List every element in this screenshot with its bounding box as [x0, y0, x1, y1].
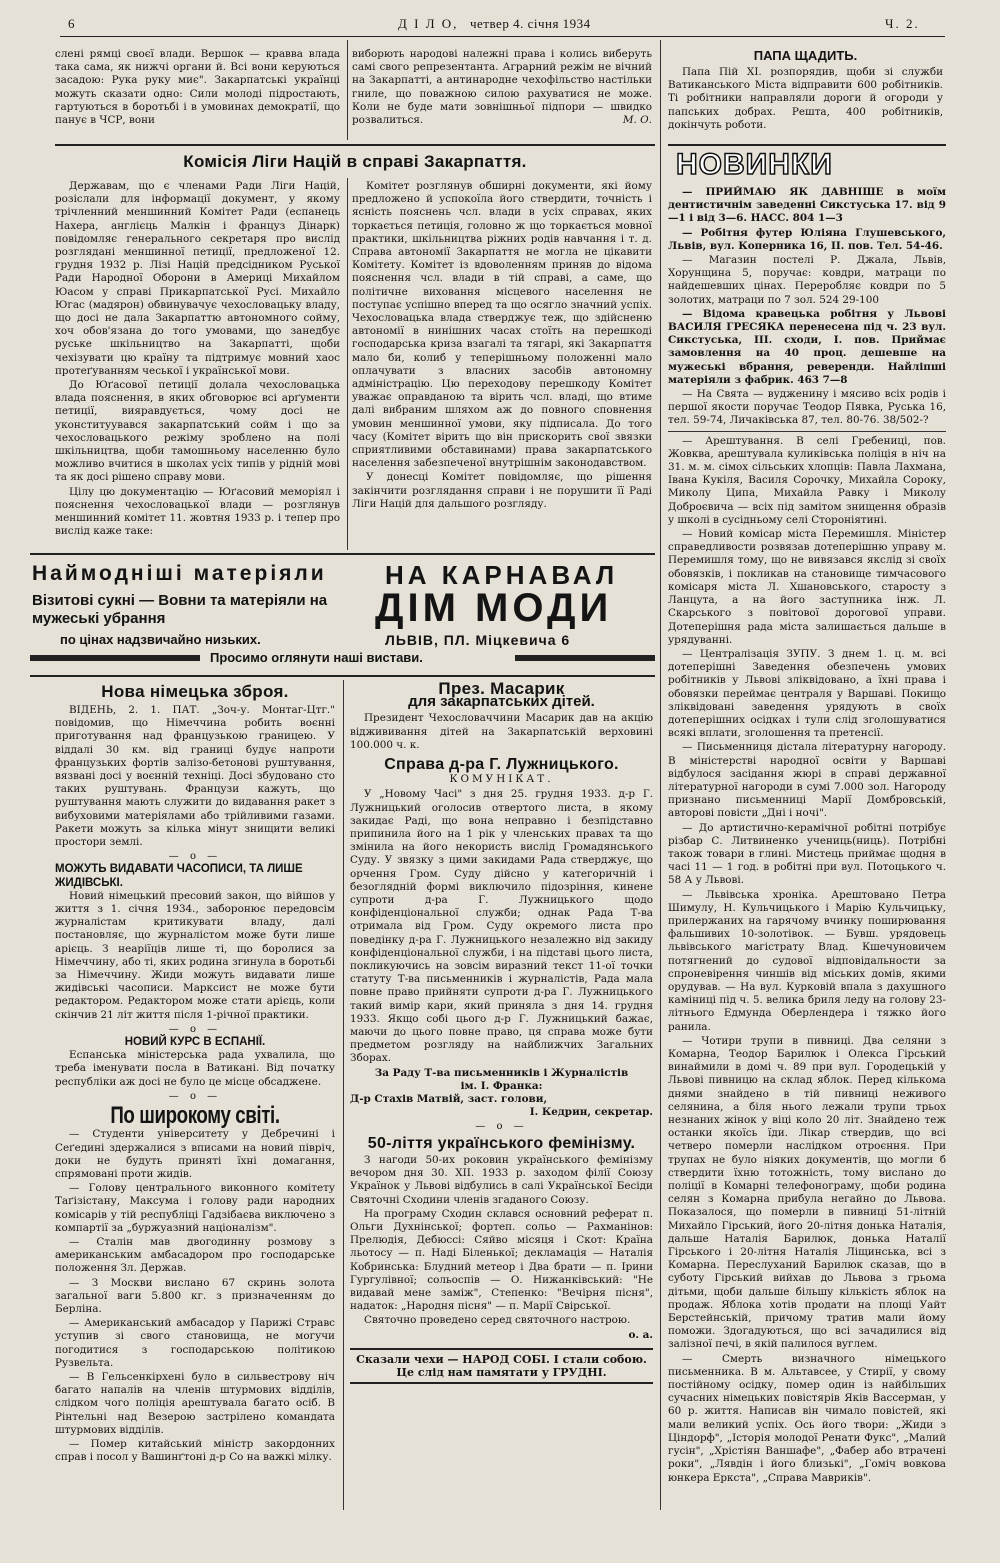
masaryk-title2: для закарпатських дітей. — [408, 693, 595, 711]
ad-line2: Візитові сукні — Вовни та матеріяли на мужеські убрання — [32, 592, 328, 627]
divider — [668, 431, 946, 432]
novynky-ad-1: — ПРИЙМАЮ ЯК ДАВНІШЕ в моїм дентистичнім заведенні Сикстуська 17. від 9—1 і від 3—6. НАСС. 804 1—3 — [668, 186, 946, 225]
fem-signature: о. а. — [628, 1328, 653, 1341]
novynky-ad-2: — Робітня футер Юліяна Глушевського, Львів, вул. Коперника 16, II. пов. Тел. 54-46. — [668, 226, 946, 252]
svit-item-2: — Голову центрального виконного комітету Таґізістану, Максума і голову ради народних комісарів у тій республіці Гадзібаєва виключено з компартії за „буржуазний націоналізм". — [55, 1182, 335, 1234]
fem-text3: Святочно проведено серед святочного настрою. — [364, 1314, 631, 1327]
novynky-item-3: — Централізація ЗУПУ. З днем 1. ц. м. всі дотеперішні Заведення обезпечень умових робітників у Львові зліквідовано, а їхні права і обовязки переймає централя у Варшаві. Покищо зліквідовані заведення урядують в своїх дотеперішних осідках і тули слід зголошуватися всякі вплати, зголошення та претенсії. — [668, 647, 946, 740]
zbroya-s3-title: НОВИЙ КУРС В ЕСПАНІЇ. — [124, 1036, 266, 1049]
top-col2-signature: М. О. — [622, 114, 652, 127]
ad-stripe-right — [515, 655, 655, 661]
top-col2-text — [352, 48, 652, 140]
ad-bottom-rule — [30, 675, 655, 677]
fem-title: 50-ліття українського фемінізму. — [367, 1134, 636, 1152]
papa-title: ПАПА ЩАДИТЬ. — [753, 48, 858, 63]
zbroya-s3-body: Еспанська міністерська рада ухвалила, що треба іменувати посла в Ватикані. Від початку республіки аж досі не було це місце обсаджене. — [55, 1049, 335, 1088]
komisia-right-col — [352, 180, 652, 550]
fem-box-text: Сказали чехи — НАРОД СОБІ. І стали собою. Це слід нам памятати у ГРУДНІ. — [356, 1352, 647, 1379]
novynky-item-2: — Новий комісар міста Перемишля. Міністер справедливости розвязав дотеперішню управу м. Перемишля тому, що не вивязався якслід зі своїх обовязків, і покликав на становище тимчасового комісаря міста Л. Хшановського, старосту з Ланцута, а на його заступника інж. Л. Скарського з повітової дорогової управи. Дотеперішня рада міста залишається дальше в урядуванні. — [668, 528, 946, 646]
svit-item-7: — Помер китайський міністр закордонних справ і посол у Вашинґтоні д-р Со на важкі мілку. — [55, 1437, 335, 1464]
luzhn-text: У „Новому Часі" з дня 25. грудня 1933. д-р Г. Лужницький оголосив отвертого листа, в якому закидає Раді, що вона неправно і безпідставно припинила його на 1 рік у членських правах та що змінила на його некористь вислід Громадянського Суду. У звязку з цими закидами Рада стверджує, що орчення Гром. Суду дійсно у категоричній і безоглядній формі виключило підозріння, кинене супроти д-ра Г. Лужницького щодо конфіденціональної служби; однак Рада Т-ва отримала від Гром. Суду окремого листа про поведінку д-ра Г. Лужницького незалежно від закиду конфіденціональної служби, і на підставі цього листа, покликуючись на зовсім виразний текст 11-ої точки статуту Т-ва письменників і журналістів, Рада мала повне право прийняти супроти д-ра Г. Лужницького такий вимір кари, який приняла з дня 14. грудня 1933. Якщо собі цього д-р Г. Лужницький бажає, маючи до цього повне право, ця справа може бути предметом розгляду на найближчих Загальних Зборах. — [350, 788, 653, 1065]
svit-title: По широкому світі. — [110, 1102, 280, 1130]
ad-address: ЛЬВІВ, ПЛ. Міцкевича 6 — [385, 632, 571, 648]
header-date: четвер 4. січня 1934 — [470, 16, 591, 31]
zbroya-body: ВІДЕНЬ, 2. 1. ПАТ. „Зоч-у. Монтаг-Цтг." повідомив, що Німеччина робить воєнні приготування над французькою границею. У віддалі 30 км. від границі будує напроти французьких фортів залізо-бетонові руштування, вязвані досі у воєнній техніці. Досі збудовано сто таких руштувань. Французи кажуть, що руштування мають служити до видавання ракет з вибуховими матеріялами або трійливими газами. Ракети можуть за кілька мінут знищити великі простори землі. — [55, 704, 335, 849]
svit-item-6: — В Гельсенкірхені було в сильвестрову ніч багато напалів на членів штурмових відділів, слідком чого поліція арештувала багато осіб. В Рінтельні над Везерою застрілено командата штурмових відділів. — [55, 1370, 335, 1436]
novynky-ad-3: — Магазин постелі Р. Джала, Львів, Хорунщина 5, поручає: ковдри, матраци по найдешевших цінах. Переробляє ковдри по 5 золотих, матраци по 7 зол. 524 29-100 — [668, 254, 946, 306]
komisia-left-p3: Цілу цю документацію — Юґасовий меморіял і пояснення чехословацької влади — розглянув меншинний комітет 11. жовтня 1933 р. і тепер про вислід каже таке: — [55, 485, 340, 538]
middle-column — [350, 682, 653, 1384]
luzhn-title: Справа д-ра Г. Лужницького. — [384, 756, 619, 774]
separator: — о — — [475, 1120, 528, 1132]
novynky-column — [668, 186, 946, 1511]
komisia-title: Комісія Ліги Націй в справі Закарпаття. — [183, 152, 527, 171]
komisia-left-col — [55, 180, 340, 550]
novynky-item-6: — Львівська хроніка. Арештовано Петра Шимулу, Н. Кульчицького і Марію Кульчицьку, прилержаних на гарячому вчинку поширювання фальшивих 10-золотівок. — Бувш. урядовець львівського магістрату Влад. Кшечуновичем потягнений до судової відповідальности за спроневірення чиншів від міських домів, якими орудував. — На вул. Курковій впала з дахушного каміниці під ч. 5. велика бриля леду на голову 23-літнього Едмунда Оберлендера і тяжко його ранила. — [668, 888, 946, 1033]
ad-line1: Наймодніші матеріяли — [32, 562, 327, 585]
papa-text: Папа Пій XI. розпорядив, щоби зі служби Ватиканського Міста відправити 600 робітників. Ті робітники направляли дороги й огороди у папських добрах. Решта, 400 робітників, докінчуть роботи. — [668, 66, 943, 131]
header-page-num: 6 — [68, 16, 77, 31]
fem-text2: На програму Сходин склався основний реферат п. Ольги Духнінської; фортеп. сольо — Рахманінов: Прелюдія, Дебюссі: Сяйво місяця і Скот: Країна льотосу — п. Наді Біленької; декламація — Наталія Кобринська: Блудний метеор і Два брати — п. Ірини Гургулівної; сольоспів — О. Нижанківський: "Не видавай мене заміж", Степенко: "Вечірня пісня", надаток: „Народня пісня" — п. Марії Свірської. — [350, 1207, 653, 1313]
separator: — о — — [168, 851, 222, 863]
top-col1-text: слені рямці своєї влади. Вершок — кравва влада така сама, як нижчі органи й. Всі вони керуються засадою: Рука руку миє". Закарпатські українці можуть сказати одно: Сили молоді підростають, гартуються в боротьбі і в умовинах демократії, що панує в ЧСР, вони — [55, 48, 340, 127]
komisia-left-p2: До Юґасової петиції долала чехословацька влада пояснення, в яких обговорює всі арґументи петиції, вияравдується, чому досі не уконституувався закарпатський сойм і що за чехословацького режіму зроблено на полі шкільництва, щоби тамошньому населенню було можливо вчитися в школах усіх типів у рідній мові та як досі рішено справу мови. — [55, 379, 340, 484]
masaryk-title1: През. Масарик — [438, 682, 565, 698]
komisia-left-p1: Державам, що є членами Ради Ліги Націй, розіслали для інформації документ, у якому трічленний меншинний Комітет Ради (еспанець Нахера, англієць Малкін і француз Дінарк) повідомляє генерального секретаря про вислід розглядані меншинної петиції, предложеної 12. грудня 1932 р. Лізі Націй предсідником Руської Ради Народної Оборони в Америці Михайлом Юасом у справі Прикарпатської Русі. Михайло Югас (мадярон) обвинувачує чехословацьку владу, що досі не дала Закарпаттю автономного сойму, хоч обов'язана до того умовами, що занедбує руське шкільництво на Закарпатті, щоби чехізувати цю країну та підтримує мовний хаос протеґуванням чеської і української мови. — [55, 180, 340, 377]
top-col2-body: виборють народові належні права і колись виберуть самі свого репрезентанта. Аграрний режім не вічний на Закарпатті, а антинародне чехофільство настільки гниле, що поважною силою рахуватися не може. Коли не буде мати зовнішньої підпори — швидко розвалиться. — [352, 48, 652, 127]
divider — [347, 178, 348, 550]
luzhn-sub: КОМУНІКАТ. — [449, 773, 554, 786]
novynky-item-1: — Арештування. В селі Гребениці, пов. Жовква, арештувала куликівська поліція в ніч на 31. м. м. сімох сільських хлопців: Павла Лахмана, Івана Кукіля, Василя Сорочку, Михайла Сороку, Миколу Ципа, Михайла Равку і Миколу Доброєвича — всіх під замітом знищення образів у школі в сусідньому селі Стороніятині. — [668, 434, 946, 526]
divider — [660, 40, 661, 1510]
luzhn-sign1: За Раду Т-ва письменників і Журналістів — [374, 1066, 629, 1079]
svit-item-1: — Студенти університету у Дебречині і Сеґедині здержалися з вписами на новий півріч, доки не будуть приняті їхні домагання, спрямовані проти жидів. — [55, 1128, 335, 1180]
novynky-item-4: — Письменниця дістала літературну нагороду. В міністерстві народної освіти у Варшаві відбулося засідання жюрі в справі державної літературної нагороди в сумі 7.000 зол. Нагороду признано письменниці Марії Домбровській, авторові повісти „Дні і ночі". — [668, 741, 946, 820]
ad-carnival: НА КАРНАВАЛ — [385, 560, 619, 590]
fem-box — [350, 1348, 653, 1384]
header-issue: Ч. 2. — [885, 16, 920, 31]
novynky-item-5: — До артистично-керамічної робітні потрібує різбар С. Литвиненко учениць(ниць). Потрібні також товари в глині. Мистець приймає щодня в часі 11 — 1 год. в робітні при вул. Потоцького ч. 58 А у Львові. — [668, 821, 946, 887]
luzhn-sign4: І. Кедрин, секретар. — [529, 1106, 653, 1119]
komisia-right-p2: У донесці Комітет повідомляє, що рішення закінчити розглядання справи і не порушити її Раді Ліги Націй для дальшого розгляду. — [352, 471, 652, 510]
header-rule — [60, 36, 945, 37]
zbroya-title: Нова німецька зброя. — [101, 682, 289, 701]
separator: — о — — [168, 1023, 222, 1035]
komisia-right-p1: Комітет розглянув обширні документи, які йому предложено й успокоїла його ствердити, точність і ясність пояснень чсл. влади в усіх справах, яких торкається петиція, головно ж що торкається мовної практики, шкільництва ріжних родів навчання і т. д. Справа автономії Закарпаття не могла не цікавити Комітету. Комітет із вдоволенням приняв до відома пояснення чсл. влади в тій справі, а саме, що політичне виховання місцевого населення не поступає успішно вперед та що осягло значний успіх. Чехословацька влада стверджує теж, що здійсненю автономії в нинішних часах стоїть на перешкоді господарська криза взагалі та тягарі, які Закарпаття мало би, колиб у теперішньому положенні мало оплачувати з власних засобів автономну адміністрацію. Цю переходову перешкоду Комітет уважає оправданою та вірить чсл. владі, що втиме далі вибраним шляхом аж до повного сповнення умовин меншинної умови, яку підписала. До того часу (Комітет вірить що він прискорить свої звязки сприятливими обставинами) права закарпатського населення забезпеченої внутрішнім законодавством. — [352, 180, 652, 470]
zbroya-text — [55, 704, 335, 1465]
masaryk-text: Президент Чехословаччини Масарик дав на акцію віджививання дітей на Закарпатській верховині 100.000 ч. к. — [350, 712, 653, 751]
zbroya-s2-body: Новий німецький пресовий закон, що війшов у життя з 1. січня 1934., заборонює передовсім журналістам критикувати владу, далі постановляє, що журналістом може бути лише арієць. З неаріїців лише ті, що боролися за Німеччину, або ті, яких родина згинула в боротьбі за Німеччину. Жиди можуть видавати лише жидівські часописи. Марксист не може бути редактором. Редактором може стати арієць, коли скінчив 21 літ життя після 1-річної практики. — [55, 889, 335, 1021]
svit-item-5: — Американський амбасадор у Парижі Стравс уступив зі свого становища, не могучи погодитися з господарською політикою Рузвельта. — [55, 1317, 335, 1369]
svit-item-4: — З Москви вислано 67 скринь золота загальної ваги 5.800 кг. з призначенням до Берліна. — [55, 1276, 335, 1315]
novynky-item-8: — Смерть визначного німецького письменника. В м. Альтавсее, у Стирії, у свому постійному осідку, помер один із найбільших сучасних німецьких повістярів Яків Вассерман, у 60 р. життя. Написав він чимало повістей, які мали великий успіх. Ось його твори: „Жиди з Ціндорф", „Історія молодої Ренати Фукс", „Малий гусін", „Хрістіян Ваншафе", „Фабер або втрачені роки", „Лявдін і його близькі", „Гоміч вовкова юнкера Еркста", „Справа Мавриків". — [668, 1352, 946, 1484]
ad-line3: по цінах надзвичайно низьких. — [60, 632, 261, 647]
luzhn-sign2: ім. І. Франка: — [460, 1079, 543, 1092]
ad-stripe-left — [30, 655, 200, 661]
luzhn-sign3: Д-р Стахів Матвій, заст. голови, — [350, 1093, 548, 1106]
header-paper-name: Д І Л О, — [398, 16, 459, 31]
divider — [343, 680, 344, 1510]
section-rule — [55, 144, 655, 146]
ad-block — [30, 556, 655, 674]
divider — [347, 40, 348, 140]
svit-item-3: — Сталін мав двогодинну розмову з американським амбасадором про господарське положення Зл. Держав. — [55, 1235, 335, 1275]
ad-bottom: Просимо оглянути наші вистави. — [210, 650, 423, 665]
section-rule — [668, 144, 946, 146]
novynky-ad-4: — Відома кравецька робітня у Львові ВАСИЛЯ ГРЕСЯКА перенесена під ч. 23 вул. Сикстуська, III. сходи, I. пов. Приймає замовлення на 40 проц. дешевше на мужеські вбрання, реверенди. Найліпші матеріяли з фабрик. 463 7—8 — [668, 307, 946, 386]
ad-dim-mody: ДІМ МОДИ — [375, 586, 613, 630]
fem-text: З нагоди 50-их роковин українського фемінізму вечором дня 30. XII. 1933 р. заходом філії Союзу Українок у Львові відбулись в салі Української Бесіди Святочні Сходини членів згаданого Союзу. — [350, 1153, 653, 1206]
novynky-item-7: — Чотири трупи в пивниці. Два селяни з Комарна, Теодор Барилюк і Олекса Гірський винаймили в домі ч. 89 при вул. Городецькій у Львові пивницю на склад яблок. Перед кількома днями знайдено в тій пивниці неживого селянина, а біля нього лежали трупи трьох незнаних жінок у віці коло 20 літ. Знайдено теж останки якоїсь їди. Лікар ствердив, що всі четверо померли наслідком отроєння. При трупах не було ніяких документів, що могли б ствердити їхню тотожність, тому вислано до поліції в Комарні телефонограму, щоби родина селян з Комарна прибула негайно до Львова. Показалося, що померли в пивниці 51-літній Михайло Гірський, його 20-літня донька Наталія, дальше Наталія Барилюк, донька Наталії Гірського і 20-літня Наталія Ліщинська, всі з Комарна. Переслуханий Барилюк сказав, що в суботу Гірський вийхав до Львова з грьома дітьми, щоби дальше більшу кількість яблок на продаж. Яблока хотів продати на площі Уайт Берстейнській, причому тратив мали йому поможи. Здогадуються, що всі зачадилися від залізної печі, в якій палилося вуглем. — [668, 1034, 946, 1351]
separator: — о — — [168, 1090, 222, 1102]
ad-top-rule — [30, 553, 655, 555]
novynky-ad-5: — На Свята — вудженину і мясиво всіх родів і першої якости поручає Теодор Пявка, Руська 16, тел. 59-74, Личаківська 87, тел. 80-76. 38/502-? — [668, 388, 946, 427]
zbroya-s2-title: МОЖУТЬ ВИДАВАТИ ЧАСОПИСИ, ТА ЛИШЕ ЖИДІВСЬКІ. — [55, 863, 303, 889]
novynky-title: НОВИНКИ — [676, 148, 833, 181]
